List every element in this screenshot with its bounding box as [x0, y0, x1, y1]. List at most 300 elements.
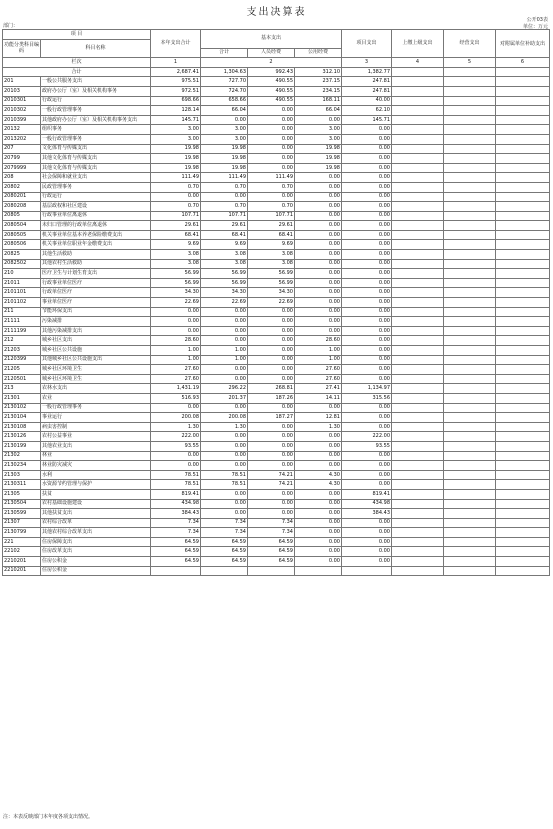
subject-name: 其他农业支出: [41, 441, 151, 451]
amount-cell: 0.00: [248, 403, 295, 413]
amount-cell: 0.00: [342, 221, 392, 231]
amount-cell: 14.11: [295, 393, 342, 403]
amount-cell: [444, 336, 496, 346]
amount-cell: [392, 202, 444, 212]
amount-cell: 3.08: [201, 259, 248, 269]
table-row: [3, 192, 550, 202]
amount-cell: 3.08: [151, 259, 201, 269]
subject-code: 2210201: [3, 557, 41, 567]
subject-code: 213: [3, 384, 41, 394]
amount-cell: 22.69: [151, 298, 201, 308]
amount-cell: [496, 163, 550, 173]
subject-code: 2079999: [3, 163, 41, 173]
amount-cell: 64.59: [151, 557, 201, 567]
subject-name: 城乡社区支出: [41, 336, 151, 346]
subject-code: 2130234: [3, 461, 41, 471]
subject-code: 211: [3, 307, 41, 317]
amount-cell: 0.00: [295, 173, 342, 183]
amount-cell: [496, 499, 550, 509]
subject-code: 2080506: [3, 240, 41, 250]
amount-cell: 0.00: [248, 125, 295, 135]
table-row: [3, 182, 550, 192]
amount-cell: 168.11: [295, 96, 342, 106]
amount-cell: 0.00: [201, 499, 248, 509]
amount-cell: [496, 480, 550, 490]
amount-cell: [496, 211, 550, 221]
amount-cell: [496, 230, 550, 240]
amount-cell: 12.81: [295, 413, 342, 423]
total-cell: 312.10: [295, 67, 342, 77]
amount-cell: [496, 336, 550, 346]
amount-cell: 0.00: [295, 557, 342, 567]
subject-code: 20799: [3, 154, 41, 164]
subject-name: 组织事务: [41, 125, 151, 135]
table-row: [3, 537, 550, 547]
subject-code: 2130599: [3, 509, 41, 519]
amount-cell: 56.99: [248, 269, 295, 279]
amount-cell: [392, 230, 444, 240]
amount-cell: 0.00: [342, 413, 392, 423]
subject-name: 未归口管理的行政单位离退休: [41, 221, 151, 231]
table-row: [3, 451, 550, 461]
amount-cell: 0.00: [248, 355, 295, 365]
amount-cell: [444, 211, 496, 221]
subject-name: 其他政府办公厅（室）及相关机构事务支出: [41, 115, 151, 125]
subject-name: 其他农村生活救助: [41, 259, 151, 269]
subject-name: 住房公积金: [41, 566, 151, 576]
amount-cell: [392, 461, 444, 471]
amount-cell: 64.59: [248, 537, 295, 547]
amount-cell: 7.34: [201, 528, 248, 538]
amount-cell: 3.00: [151, 134, 201, 144]
amount-cell: 0.00: [342, 355, 392, 365]
amount-cell: 9.69: [201, 240, 248, 250]
amount-cell: 0.00: [342, 134, 392, 144]
amount-cell: 0.00: [201, 509, 248, 519]
table-row: [3, 86, 550, 96]
amount-cell: 0.00: [295, 211, 342, 221]
amount-cell: [392, 307, 444, 317]
subject-code: 21307: [3, 518, 41, 528]
amount-cell: [444, 480, 496, 490]
amount-cell: 3.00: [201, 134, 248, 144]
amount-cell: 315.56: [342, 393, 392, 403]
amount-cell: [392, 298, 444, 308]
amount-cell: [496, 547, 550, 557]
subject-code: 2010302: [3, 106, 41, 116]
amount-cell: [342, 566, 392, 576]
amount-cell: 0.00: [248, 115, 295, 125]
amount-cell: 64.59: [201, 547, 248, 557]
amount-cell: 19.98: [295, 144, 342, 154]
table-row: [3, 499, 550, 509]
subject-code: 201: [3, 77, 41, 87]
amount-cell: 93.55: [151, 441, 201, 451]
amount-cell: [392, 384, 444, 394]
amount-cell: 1.00: [295, 355, 342, 365]
amount-cell: 384.43: [342, 509, 392, 519]
amount-cell: 3.00: [295, 125, 342, 135]
amount-cell: [392, 336, 444, 346]
amount-cell: [496, 259, 550, 269]
amount-cell: [444, 96, 496, 106]
subject-name: 其他农村综合改革支出: [41, 528, 151, 538]
amount-cell: [496, 154, 550, 164]
header-public: 公用经费: [295, 48, 342, 58]
amount-cell: 0.00: [295, 307, 342, 317]
subject-name: 农林水支出: [41, 384, 151, 394]
amount-cell: [392, 115, 444, 125]
subject-name: 行政运行: [41, 96, 151, 106]
table-row: [3, 393, 550, 403]
amount-cell: 0.00: [295, 326, 342, 336]
amount-cell: [496, 317, 550, 327]
amount-cell: [444, 192, 496, 202]
amount-cell: 0.00: [342, 288, 392, 298]
amount-cell: [392, 278, 444, 288]
header-code: 功能分类科目编码: [3, 39, 41, 58]
col-index-5: 5: [444, 58, 496, 68]
amount-cell: [444, 269, 496, 279]
amount-cell: 19.98: [295, 154, 342, 164]
amount-cell: 434.98: [342, 499, 392, 509]
amount-cell: [496, 307, 550, 317]
amount-cell: 4.30: [295, 470, 342, 480]
subject-code: 21203: [3, 346, 41, 356]
amount-cell: 0.00: [342, 173, 392, 183]
amount-cell: 68.41: [248, 230, 295, 240]
amount-cell: 19.98: [201, 144, 248, 154]
table-row: [3, 77, 550, 87]
amount-cell: 3.08: [151, 250, 201, 260]
subject-name: 其他污染减排支出: [41, 326, 151, 336]
subject-name: 其他文化体育与传媒支出: [41, 163, 151, 173]
amount-cell: 0.00: [248, 441, 295, 451]
table-row: [3, 509, 550, 519]
subject-name: 水利: [41, 470, 151, 480]
amount-cell: 1.30: [201, 422, 248, 432]
amount-cell: 78.51: [151, 480, 201, 490]
amount-cell: [392, 518, 444, 528]
amount-cell: [496, 365, 550, 375]
amount-cell: [496, 566, 550, 576]
amount-cell: [392, 365, 444, 375]
subject-code: 21205: [3, 365, 41, 375]
subject-code: 21305: [3, 489, 41, 499]
subject-name: 农村综合改革: [41, 518, 151, 528]
table-row: [3, 154, 550, 164]
amount-cell: 0.00: [201, 336, 248, 346]
amount-cell: [444, 288, 496, 298]
table-row: [3, 259, 550, 269]
amount-cell: [392, 393, 444, 403]
col-index-6: 6: [496, 58, 550, 68]
subject-code: 207: [3, 144, 41, 154]
amount-cell: 0.00: [342, 547, 392, 557]
amount-cell: 0.00: [342, 202, 392, 212]
subject-name: 林业防灾减灾: [41, 461, 151, 471]
amount-cell: 64.59: [248, 557, 295, 567]
amount-cell: [392, 470, 444, 480]
header-basic: 基本支出: [201, 30, 342, 49]
table-row: [3, 365, 550, 375]
amount-cell: 22.69: [248, 298, 295, 308]
table-row: [3, 298, 550, 308]
header-name: 科目名称: [41, 39, 151, 58]
amount-cell: 7.34: [201, 518, 248, 528]
amount-cell: 34.30: [201, 288, 248, 298]
amount-cell: 200.08: [201, 413, 248, 423]
amount-cell: [444, 259, 496, 269]
amount-cell: 9.69: [248, 240, 295, 250]
amount-cell: [496, 422, 550, 432]
amount-cell: [444, 403, 496, 413]
amount-cell: 0.00: [342, 240, 392, 250]
amount-cell: 819.41: [342, 489, 392, 499]
amount-cell: 0.00: [342, 154, 392, 164]
amount-cell: 7.34: [151, 528, 201, 538]
amount-cell: 74.21: [248, 470, 295, 480]
amount-cell: [392, 163, 444, 173]
amount-cell: 516.93: [151, 393, 201, 403]
amount-cell: 29.61: [151, 221, 201, 231]
amount-cell: 0.00: [342, 182, 392, 192]
amount-cell: 0.00: [295, 202, 342, 212]
subject-code: 2130104: [3, 413, 41, 423]
amount-cell: 1.00: [151, 346, 201, 356]
amount-cell: 727.70: [201, 77, 248, 87]
table-row: [3, 211, 550, 221]
amount-cell: 1.30: [151, 422, 201, 432]
amount-cell: 222.00: [342, 432, 392, 442]
amount-cell: 247.81: [342, 86, 392, 96]
amount-cell: 27.60: [295, 365, 342, 375]
amount-cell: [444, 202, 496, 212]
subject-code: 2080504: [3, 221, 41, 231]
amount-cell: 78.51: [201, 480, 248, 490]
amount-cell: [392, 221, 444, 231]
amount-cell: [496, 451, 550, 461]
subject-name: 行政事业单位医疗: [41, 278, 151, 288]
amount-cell: 0.00: [248, 346, 295, 356]
table-row: [3, 547, 550, 557]
amount-cell: 3.08: [201, 250, 248, 260]
amount-cell: [496, 77, 550, 87]
amount-cell: 658.66: [201, 96, 248, 106]
amount-cell: 7.34: [151, 518, 201, 528]
table-row: [3, 326, 550, 336]
amount-cell: [444, 230, 496, 240]
header-total: 本年支出合计: [151, 30, 201, 58]
amount-cell: 0.00: [342, 259, 392, 269]
amount-cell: [151, 566, 201, 576]
amount-cell: 0.00: [201, 374, 248, 384]
amount-cell: [392, 86, 444, 96]
amount-cell: [444, 346, 496, 356]
page-title: 支出决算表: [246, 7, 307, 18]
amount-cell: [392, 326, 444, 336]
amount-cell: 0.00: [248, 499, 295, 509]
amount-cell: 0.00: [295, 518, 342, 528]
amount-cell: 698.66: [151, 96, 201, 106]
subject-code: 2130311: [3, 480, 41, 490]
table-row: [3, 288, 550, 298]
amount-cell: 0.00: [342, 269, 392, 279]
amount-cell: 7.34: [248, 528, 295, 538]
subject-code: 2130799: [3, 528, 41, 538]
amount-cell: 64.59: [201, 557, 248, 567]
amount-cell: [392, 134, 444, 144]
amount-cell: 0.00: [201, 432, 248, 442]
amount-cell: 0.00: [151, 326, 201, 336]
subject-name: 行政运行: [41, 192, 151, 202]
subject-code: 2130126: [3, 432, 41, 442]
amount-cell: 0.00: [295, 288, 342, 298]
amount-cell: [496, 346, 550, 356]
amount-cell: 1,134.97: [342, 384, 392, 394]
amount-cell: 0.70: [201, 182, 248, 192]
subject-code: 2101102: [3, 298, 41, 308]
amount-cell: [392, 125, 444, 135]
subject-name: 机关事业单位基本养老保险缴费支出: [41, 230, 151, 240]
amount-cell: 0.00: [201, 403, 248, 413]
amount-cell: [496, 173, 550, 183]
amount-cell: 0.00: [342, 125, 392, 135]
amount-cell: [444, 470, 496, 480]
department-label: 部门：: [3, 23, 19, 29]
amount-cell: 1.00: [201, 355, 248, 365]
amount-cell: 0.00: [342, 317, 392, 327]
total-cell: 1,304.63: [201, 67, 248, 77]
subject-name: 其他城乡社区公共设施支出: [41, 355, 151, 365]
amount-cell: [496, 461, 550, 471]
amount-cell: [444, 182, 496, 192]
table-row: [3, 202, 550, 212]
subject-code: 2111199: [3, 326, 41, 336]
amount-cell: 819.41: [151, 489, 201, 499]
amount-cell: [496, 432, 550, 442]
subject-code: 2013202: [3, 134, 41, 144]
amount-cell: [496, 221, 550, 231]
amount-cell: 0.00: [201, 307, 248, 317]
col-index-2: 2: [201, 58, 342, 68]
amount-cell: 0.70: [151, 202, 201, 212]
subject-name: 林业: [41, 451, 151, 461]
amount-cell: 0.00: [248, 422, 295, 432]
subject-code: 2130102: [3, 403, 41, 413]
amount-cell: [444, 557, 496, 567]
subject-name: 其他文化体育与传媒支出: [41, 154, 151, 164]
amount-cell: [392, 144, 444, 154]
amount-cell: [496, 115, 550, 125]
amount-cell: [444, 355, 496, 365]
amount-cell: 56.99: [151, 269, 201, 279]
table-row: [3, 307, 550, 317]
amount-cell: [392, 269, 444, 279]
amount-cell: 0.00: [342, 326, 392, 336]
table-row: [3, 125, 550, 135]
amount-cell: 40.00: [342, 96, 392, 106]
subject-name: 基层政权和社区建设: [41, 202, 151, 212]
amount-cell: 0.00: [248, 192, 295, 202]
amount-cell: [496, 86, 550, 96]
amount-cell: [392, 451, 444, 461]
table-row: [3, 173, 550, 183]
amount-cell: [444, 393, 496, 403]
amount-cell: 724.70: [201, 86, 248, 96]
amount-cell: [444, 173, 496, 183]
amount-cell: 0.00: [248, 509, 295, 519]
amount-cell: [496, 134, 550, 144]
amount-cell: [444, 240, 496, 250]
amount-cell: [444, 144, 496, 154]
subject-code: 21111: [3, 317, 41, 327]
amount-cell: 0.00: [295, 182, 342, 192]
amount-cell: 3.00: [201, 125, 248, 135]
amount-cell: 74.21: [248, 480, 295, 490]
amount-cell: [496, 413, 550, 423]
table-row: [3, 106, 550, 116]
amount-cell: 0.00: [342, 537, 392, 547]
amount-cell: 22.69: [201, 298, 248, 308]
amount-cell: 187.27: [248, 413, 295, 423]
table-row: [3, 221, 550, 231]
form-number: 公开03表: [526, 17, 548, 23]
amount-cell: 64.59: [248, 547, 295, 557]
amount-cell: 1.00: [295, 346, 342, 356]
amount-cell: 0.00: [342, 230, 392, 240]
amount-cell: 222.00: [151, 432, 201, 442]
subject-name: 污染减排: [41, 317, 151, 327]
amount-cell: [392, 173, 444, 183]
amount-cell: 187.26: [248, 393, 295, 403]
amount-cell: [392, 317, 444, 327]
amount-cell: 19.98: [151, 163, 201, 173]
subject-name: 城乡社区环境卫生: [41, 374, 151, 384]
amount-cell: [444, 413, 496, 423]
amount-cell: [392, 499, 444, 509]
amount-cell: 268.81: [248, 384, 295, 394]
amount-cell: [444, 298, 496, 308]
subject-code: 20805: [3, 211, 41, 221]
amount-cell: [444, 537, 496, 547]
amount-cell: 145.71: [151, 115, 201, 125]
amount-cell: [392, 422, 444, 432]
amount-cell: 34.30: [248, 288, 295, 298]
amount-cell: 62.10: [342, 106, 392, 116]
subject-name: 社会保障和就业支出: [41, 173, 151, 183]
amount-cell: [444, 115, 496, 125]
header-personnel: 人员经费: [248, 48, 295, 58]
total-cell: [496, 67, 550, 77]
subject-name: 民政管理事务: [41, 182, 151, 192]
table-row: [3, 230, 550, 240]
amount-cell: [392, 250, 444, 260]
table-row: [3, 384, 550, 394]
total-cell: [392, 67, 444, 77]
amount-cell: 247.81: [342, 77, 392, 87]
subject-name: 文化体育与传媒支出: [41, 144, 151, 154]
amount-cell: 9.69: [151, 240, 201, 250]
amount-cell: [444, 250, 496, 260]
table-row: [3, 432, 550, 442]
subject-code: 2210201: [3, 566, 41, 576]
amount-cell: 0.00: [342, 461, 392, 471]
subject-name: 一般行政管理事务: [41, 134, 151, 144]
subject-name: 农村基础设施建设: [41, 499, 151, 509]
amount-cell: 0.00: [295, 432, 342, 442]
amount-cell: 56.99: [201, 278, 248, 288]
